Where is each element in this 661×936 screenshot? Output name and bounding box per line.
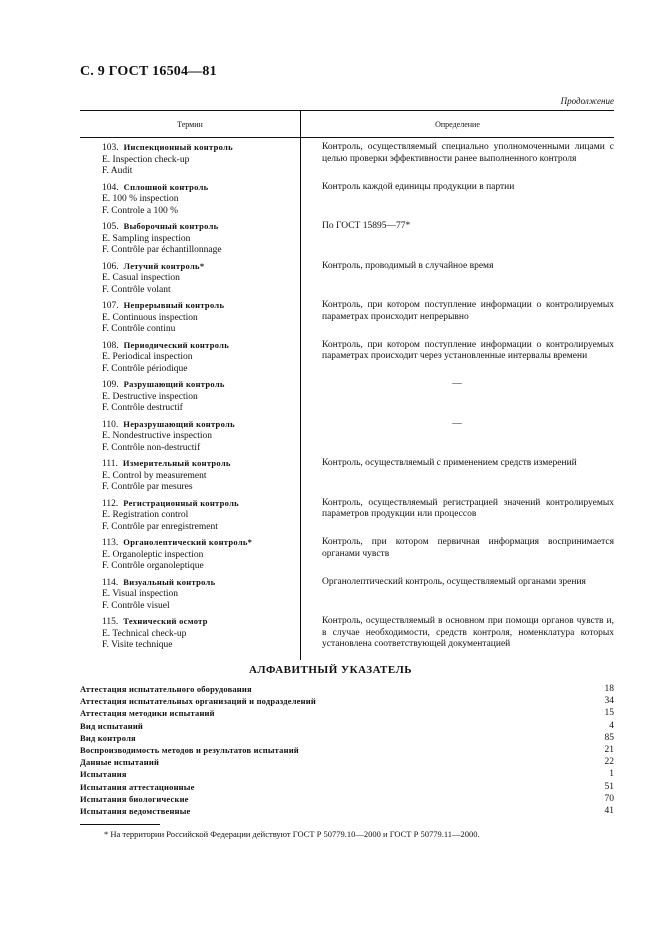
term-cell (80, 379, 300, 419)
term-english: E. Technical check-up (102, 628, 187, 639)
term-cell (80, 261, 300, 301)
index-entry (80, 794, 614, 806)
index-term: Вид испытаний (80, 720, 144, 731)
term-cell (80, 182, 300, 222)
index-title: АЛФАВИТНЫЙ УКАЗАТЕЛЬ (248, 664, 413, 676)
term-russian: Визуальный контроль (123, 576, 216, 587)
term-english: E. Organoleptic inspection (102, 549, 204, 560)
definition-cell: Контроль, при котором поступление информации о контролируемых параметрах происходит непрерывно (322, 300, 614, 322)
term-french: F. Contrôle non-destructif (102, 442, 201, 453)
term-number: 109. (102, 380, 119, 390)
term-russian: Летучий контроль* (123, 260, 205, 271)
term-cell (80, 616, 300, 656)
term-number: 103. (102, 143, 119, 153)
footnote: * На территории Российской Федерации действуют ГОСТ Р 50779.10—2000 и ГОСТ Р 50779.11—2000. (104, 829, 480, 839)
term-french: F. Contrôle continu (102, 324, 176, 334)
index-page-number: 85 (604, 732, 614, 743)
term-ru (102, 340, 300, 353)
term-ru (102, 142, 300, 155)
term-cell (80, 340, 300, 380)
table-row (80, 537, 614, 577)
term-cell (80, 537, 300, 577)
term-russian: Непрерывный контроль (123, 300, 225, 310)
term-number: 114. (102, 577, 119, 588)
table-row (80, 300, 614, 340)
table-row (80, 616, 614, 656)
index-term: Воспроизводимость методов и результатов испытаний (80, 744, 299, 755)
term-number: 104. (102, 182, 119, 193)
alphabetical-index (80, 684, 614, 818)
index-entry (80, 696, 614, 708)
definition-cell: Контроль, при котором поступление информации о контролируемых параметрах происходит через установленные интервалы времени (322, 339, 614, 361)
term-french: F. Controle a 100 % (102, 205, 179, 216)
definition-cell: — (452, 418, 462, 429)
term-russian: Разрушающий контроль (123, 379, 225, 389)
index-term: Вид контроля (80, 732, 136, 743)
index-entry (80, 745, 614, 757)
table-row (80, 340, 614, 380)
index-page-number: 15 (604, 708, 614, 719)
term-cell (80, 419, 300, 459)
term-french: F. Audit (102, 166, 133, 176)
term-cell (80, 458, 300, 498)
index-entry (80, 721, 614, 733)
continued-label: Продолжение (560, 96, 614, 106)
table-row (80, 142, 614, 182)
term-french: F. Contrôle destructif (102, 403, 183, 413)
term-ru (102, 261, 300, 274)
term-english: E. Inspection check-up (102, 154, 190, 165)
term-ru (102, 498, 300, 511)
table-row (80, 221, 614, 261)
term-french: F. Contrôle volant (102, 284, 171, 295)
term-russian: Технический осмотр (123, 616, 208, 626)
index-entry (80, 708, 614, 720)
definition-cell: Контроль, осуществляемый в основном при помощи органов чувств и, в случае необходимости, средств контроля, номенклатура которых установлена соответствующей документацией (322, 616, 614, 649)
term-french: F. Visite technique (102, 640, 173, 650)
index-page-number: 34 (604, 696, 614, 707)
index-term: Данные испытаний (80, 757, 160, 768)
index-page-number: 1 (609, 769, 614, 780)
term-ru (102, 221, 300, 234)
table-row (80, 379, 614, 419)
index-entry (80, 757, 614, 769)
term-number: 106. (102, 261, 119, 272)
term-cell (80, 221, 300, 261)
footnote-divider (80, 824, 160, 825)
table-row (80, 577, 614, 617)
term-english: E. Sampling inspection (102, 233, 191, 244)
definition-cell: По ГОСТ 15895—77* (322, 221, 411, 231)
term-number: 107. (102, 301, 119, 311)
term-russian: Выборочный контроль (123, 221, 219, 231)
definition-cell: Контроль, осуществляемый с применением средств измерений (322, 458, 577, 468)
definition-cell: Контроль, осуществляемый специально уполномоченными лицами с целью проверки эффективности ранее выполненного контроля (322, 142, 614, 164)
term-english: E. Control by measurement (102, 470, 207, 481)
table-row (80, 458, 614, 498)
term-french: F. Contrôle organoleptique (102, 561, 204, 571)
definition-cell: — (452, 379, 462, 389)
term-number: 113. (102, 538, 119, 548)
index-term: Аттестация методики испытаний (80, 708, 215, 719)
table-row (80, 261, 614, 301)
table-row (80, 498, 614, 538)
term-russian: Регистрационный контроль (123, 497, 239, 508)
index-page-number: 51 (604, 781, 614, 792)
term-russian: Измерительный контроль (122, 458, 231, 468)
term-french: F. Contrôle périodique (102, 363, 188, 374)
term-ru (102, 458, 300, 471)
term-english: E. 100 % inspection (102, 194, 179, 204)
term-french: F. Contrôle par échantillonnage (102, 245, 222, 255)
table-row (80, 182, 614, 222)
term-ru (102, 577, 300, 590)
term-english: E. Nondestructive inspection (102, 431, 213, 441)
term-cell (80, 300, 300, 340)
term-english: E. Destructive inspection (102, 391, 198, 402)
page-header-title: С. 9 ГОСТ 16504—81 (80, 64, 217, 79)
term-english: E. Registration control (102, 510, 189, 520)
index-page-number: 41 (604, 805, 614, 816)
term-french: F. Contrôle par mesures (102, 482, 193, 492)
definition-cell: Контроль, осуществляемый регистрацией значений контролируемых параметров продукции или процессов (322, 497, 614, 519)
term-number: 111. (102, 459, 118, 469)
index-term: Испытания (80, 769, 127, 780)
index-term: Испытания биологические (80, 793, 189, 804)
table-row (80, 419, 614, 459)
term-english: E. Periodical inspection (102, 352, 193, 362)
index-entry (80, 684, 614, 696)
index-page-number: 70 (604, 793, 614, 804)
column-divider (300, 136, 301, 660)
definition-cell: Контроль, проводимый в случайное время (322, 260, 494, 271)
term-russian: Неразрушающий контроль (123, 418, 235, 429)
definition-cell: Контроль, при котором первичная информация воспринимается органами чувств (322, 537, 614, 559)
term-cell (80, 142, 300, 182)
term-english: E. Casual inspection (102, 273, 180, 283)
term-ru (102, 300, 300, 313)
term-english: E. Visual inspection (102, 589, 179, 599)
term-number: 115. (102, 617, 119, 627)
term-russian: Периодический контроль (123, 339, 230, 350)
definition-cell: Контроль каждой единицы продукции в партии (322, 181, 515, 192)
index-page-number: 4 (609, 720, 614, 731)
term-ru (102, 419, 300, 432)
term-french: F. Contrôle visuel (102, 600, 170, 611)
term-english: E. Continuous inspection (102, 312, 198, 323)
index-term: Аттестация испытательных организаций и подразделений (80, 696, 316, 707)
column-header-definition: Определение (435, 119, 480, 129)
index-page-number: 21 (604, 744, 614, 755)
index-entry (80, 782, 614, 794)
index-entry (80, 769, 614, 781)
term-ru (102, 379, 300, 392)
term-cell (80, 498, 300, 538)
term-russian: Органолептический контроль* (123, 537, 253, 547)
index-page-number: 22 (604, 757, 614, 768)
index-term: Испытания аттестационные (80, 781, 195, 792)
term-number: 112. (102, 498, 119, 509)
index-entry (80, 806, 614, 818)
term-number: 105. (102, 222, 119, 232)
term-french: F. Contrôle par enregistrement (102, 521, 218, 532)
terms-table (80, 110, 614, 656)
index-term: Испытания ведомственные (80, 805, 191, 816)
term-ru (102, 616, 300, 629)
table-body (80, 138, 614, 656)
column-header-term: Термин (80, 111, 301, 137)
index-term: Аттестация испытательного оборудования (80, 684, 252, 694)
definition-cell: Органолептический контроль, осуществляемый органами зрения (322, 576, 586, 587)
table-header (80, 110, 614, 138)
term-ru (102, 182, 300, 195)
term-russian: Сплошной контроль (123, 181, 209, 192)
term-number: 110. (102, 419, 119, 430)
term-number: 108. (102, 340, 119, 351)
index-entry (80, 733, 614, 745)
index-page-number: 18 (604, 684, 614, 694)
term-cell (80, 577, 300, 617)
term-ru (102, 537, 300, 550)
term-russian: Инспекционный контроль (123, 142, 233, 152)
